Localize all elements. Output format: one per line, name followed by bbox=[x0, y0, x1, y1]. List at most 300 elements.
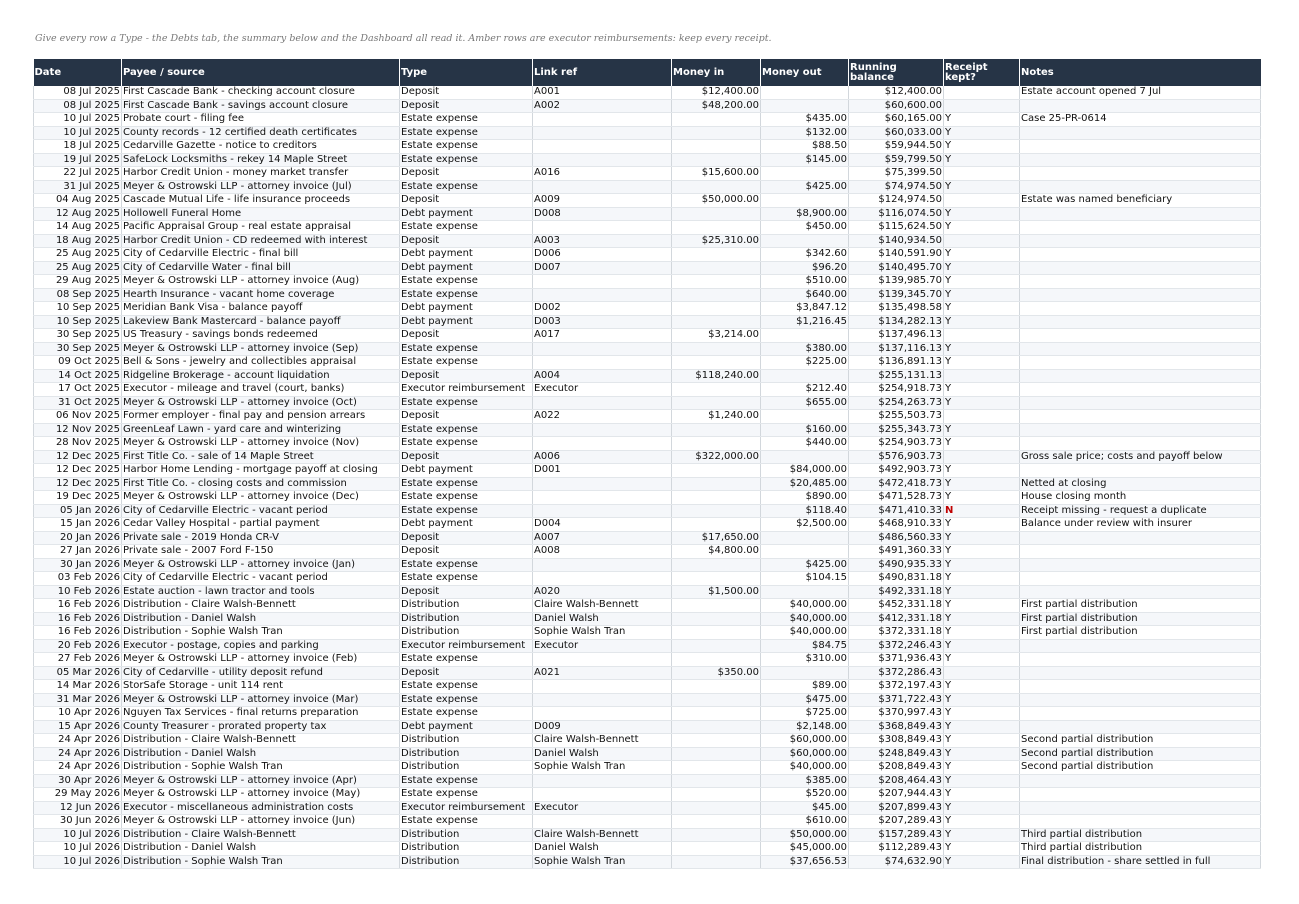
cell-receipt-kept[interactable]: Y bbox=[944, 801, 1020, 815]
cell-money-in[interactable]: $50,000.00 bbox=[672, 194, 761, 208]
cell-payee[interactable]: Meyer & Ostrowski LLP - attorney invoice (Nov) bbox=[122, 437, 400, 451]
cell-type[interactable]: Deposit bbox=[400, 410, 533, 424]
cell-notes[interactable] bbox=[1020, 531, 1261, 545]
cell-money-in[interactable]: $1,500.00 bbox=[672, 585, 761, 599]
cell-receipt-kept[interactable]: Y bbox=[944, 288, 1020, 302]
cell-money-out[interactable]: $60,000.00 bbox=[761, 734, 849, 748]
cell-receipt-kept[interactable]: Y bbox=[944, 140, 1020, 154]
cell-running-balance[interactable]: $139,345.70 bbox=[849, 288, 944, 302]
cell-notes[interactable] bbox=[1020, 585, 1261, 599]
cell-notes[interactable] bbox=[1020, 572, 1261, 586]
cell-payee[interactable]: Distribution - Daniel Walsh bbox=[122, 842, 400, 856]
cell-link-ref[interactable] bbox=[533, 815, 672, 829]
cell-running-balance[interactable]: $368,849.43 bbox=[849, 720, 944, 734]
cell-notes[interactable] bbox=[1020, 383, 1261, 397]
cell-money-in[interactable]: $4,800.00 bbox=[672, 545, 761, 559]
table-row[interactable] bbox=[34, 599, 1261, 613]
cell-money-out[interactable]: $225.00 bbox=[761, 356, 849, 370]
cell-type[interactable]: Estate expense bbox=[400, 693, 533, 707]
cell-money-in[interactable] bbox=[672, 504, 761, 518]
col-header-running-balance[interactable]: Running balance bbox=[849, 59, 944, 86]
table-row[interactable] bbox=[34, 828, 1261, 842]
cell-type[interactable]: Debt payment bbox=[400, 261, 533, 275]
cell-notes[interactable]: Second partial distribution bbox=[1020, 734, 1261, 748]
cell-running-balance[interactable]: $60,165.00 bbox=[849, 113, 944, 127]
cell-type[interactable]: Debt payment bbox=[400, 720, 533, 734]
cell-notes[interactable] bbox=[1020, 342, 1261, 356]
cell-receipt-kept[interactable]: Y bbox=[944, 315, 1020, 329]
cell-running-balance[interactable]: $492,331.18 bbox=[849, 585, 944, 599]
cell-type[interactable]: Estate expense bbox=[400, 774, 533, 788]
cell-money-in[interactable] bbox=[672, 261, 761, 275]
cell-date[interactable]: 31 Jul 2025 bbox=[34, 180, 122, 194]
cell-money-in[interactable] bbox=[672, 315, 761, 329]
cell-date[interactable]: 12 Aug 2025 bbox=[34, 207, 122, 221]
cell-payee[interactable]: Executor - postage, copies and parking bbox=[122, 639, 400, 653]
cell-running-balance[interactable]: $471,528.73 bbox=[849, 491, 944, 505]
cell-date[interactable]: 24 Apr 2026 bbox=[34, 761, 122, 775]
cell-link-ref[interactable]: A022 bbox=[533, 410, 672, 424]
cell-link-ref[interactable]: Daniel Walsh bbox=[533, 747, 672, 761]
cell-receipt-kept[interactable]: Y bbox=[944, 464, 1020, 478]
table-row[interactable] bbox=[34, 180, 1261, 194]
cell-type[interactable]: Distribution bbox=[400, 855, 533, 869]
cell-running-balance[interactable]: $248,849.43 bbox=[849, 747, 944, 761]
cell-link-ref[interactable]: D006 bbox=[533, 248, 672, 262]
cell-link-ref[interactable] bbox=[533, 180, 672, 194]
cell-receipt-kept[interactable]: N bbox=[944, 504, 1020, 518]
cell-link-ref[interactable] bbox=[533, 126, 672, 140]
cell-notes[interactable] bbox=[1020, 410, 1261, 424]
cell-receipt-kept[interactable] bbox=[944, 666, 1020, 680]
table-row[interactable] bbox=[34, 167, 1261, 181]
cell-date[interactable]: 31 Oct 2025 bbox=[34, 396, 122, 410]
cell-type[interactable]: Distribution bbox=[400, 761, 533, 775]
cell-notes[interactable] bbox=[1020, 140, 1261, 154]
cell-receipt-kept[interactable] bbox=[944, 99, 1020, 113]
cell-link-ref[interactable]: A001 bbox=[533, 86, 672, 99]
cell-receipt-kept[interactable]: Y bbox=[944, 747, 1020, 761]
cell-receipt-kept[interactable]: Y bbox=[944, 261, 1020, 275]
cell-receipt-kept[interactable] bbox=[944, 86, 1020, 99]
cell-receipt-kept[interactable]: Y bbox=[944, 788, 1020, 802]
cell-payee[interactable]: First Cascade Bank - checking account closure bbox=[122, 86, 400, 99]
cell-payee[interactable]: First Title Co. - closing costs and commission bbox=[122, 477, 400, 491]
cell-money-in[interactable]: $3,214.00 bbox=[672, 329, 761, 343]
cell-date[interactable]: 10 Feb 2026 bbox=[34, 585, 122, 599]
cell-type[interactable]: Deposit bbox=[400, 369, 533, 383]
cell-running-balance[interactable]: $116,074.50 bbox=[849, 207, 944, 221]
cell-running-balance[interactable]: $208,849.43 bbox=[849, 761, 944, 775]
cell-type[interactable]: Estate expense bbox=[400, 815, 533, 829]
cell-running-balance[interactable]: $452,331.18 bbox=[849, 599, 944, 613]
table-row[interactable] bbox=[34, 855, 1261, 869]
table-row[interactable] bbox=[34, 248, 1261, 262]
cell-link-ref[interactable]: A006 bbox=[533, 450, 672, 464]
table-row[interactable] bbox=[34, 383, 1261, 397]
cell-money-in[interactable] bbox=[672, 437, 761, 451]
table-row[interactable] bbox=[34, 518, 1261, 532]
cell-running-balance[interactable]: $372,286.43 bbox=[849, 666, 944, 680]
cell-notes[interactable] bbox=[1020, 248, 1261, 262]
cell-date[interactable]: 30 Sep 2025 bbox=[34, 329, 122, 343]
cell-running-balance[interactable]: $255,343.73 bbox=[849, 423, 944, 437]
col-header-type[interactable]: Type bbox=[400, 59, 533, 86]
table-row[interactable] bbox=[34, 234, 1261, 248]
cell-type[interactable]: Distribution bbox=[400, 612, 533, 626]
cell-money-out[interactable] bbox=[761, 99, 849, 113]
cell-type[interactable]: Estate expense bbox=[400, 126, 533, 140]
cell-date[interactable]: 14 Oct 2025 bbox=[34, 369, 122, 383]
cell-date[interactable]: 04 Aug 2025 bbox=[34, 194, 122, 208]
cell-money-out[interactable]: $380.00 bbox=[761, 342, 849, 356]
table-row[interactable] bbox=[34, 693, 1261, 707]
cell-running-balance[interactable]: $576,903.73 bbox=[849, 450, 944, 464]
cell-payee[interactable]: Harbor Credit Union - money market transfer bbox=[122, 167, 400, 181]
cell-notes[interactable] bbox=[1020, 221, 1261, 235]
cell-date[interactable]: 03 Feb 2026 bbox=[34, 572, 122, 586]
cell-money-in[interactable] bbox=[672, 720, 761, 734]
cell-type[interactable]: Executor reimbursement bbox=[400, 383, 533, 397]
cell-money-in[interactable] bbox=[672, 288, 761, 302]
cell-notes[interactable] bbox=[1020, 275, 1261, 289]
cell-link-ref[interactable]: A016 bbox=[533, 167, 672, 181]
cell-money-in[interactable] bbox=[672, 518, 761, 532]
cell-link-ref[interactable] bbox=[533, 491, 672, 505]
cell-link-ref[interactable]: Executor bbox=[533, 639, 672, 653]
cell-running-balance[interactable]: $472,418.73 bbox=[849, 477, 944, 491]
cell-money-out[interactable]: $610.00 bbox=[761, 815, 849, 829]
table-row[interactable] bbox=[34, 572, 1261, 586]
cell-receipt-kept[interactable]: Y bbox=[944, 653, 1020, 667]
cell-type[interactable]: Executor reimbursement bbox=[400, 639, 533, 653]
cell-link-ref[interactable]: Sophie Walsh Tran bbox=[533, 626, 672, 640]
cell-receipt-kept[interactable]: Y bbox=[944, 545, 1020, 559]
cell-date[interactable]: 10 Sep 2025 bbox=[34, 315, 122, 329]
table-row[interactable] bbox=[34, 140, 1261, 154]
cell-payee[interactable]: Executor - miscellaneous administration costs bbox=[122, 801, 400, 815]
cell-link-ref[interactable]: D009 bbox=[533, 720, 672, 734]
cell-money-out[interactable]: $40,000.00 bbox=[761, 612, 849, 626]
cell-notes[interactable] bbox=[1020, 207, 1261, 221]
cell-type[interactable]: Distribution bbox=[400, 734, 533, 748]
cell-running-balance[interactable]: $254,918.73 bbox=[849, 383, 944, 397]
cell-type[interactable]: Estate expense bbox=[400, 680, 533, 694]
cell-date[interactable]: 14 Mar 2026 bbox=[34, 680, 122, 694]
table-row[interactable] bbox=[34, 639, 1261, 653]
cell-payee[interactable]: Pacific Appraisal Group - real estate appraisal bbox=[122, 221, 400, 235]
cell-notes[interactable] bbox=[1020, 261, 1261, 275]
cell-type[interactable]: Estate expense bbox=[400, 558, 533, 572]
cell-money-out[interactable]: $45.00 bbox=[761, 801, 849, 815]
cell-link-ref[interactable] bbox=[533, 113, 672, 127]
cell-type[interactable]: Estate expense bbox=[400, 342, 533, 356]
cell-date[interactable]: 25 Aug 2025 bbox=[34, 248, 122, 262]
cell-money-in[interactable] bbox=[672, 113, 761, 127]
cell-notes[interactable]: Case 25-PR-0614 bbox=[1020, 113, 1261, 127]
cell-payee[interactable]: Bell & Sons - jewelry and collectibles appraisal bbox=[122, 356, 400, 370]
cell-money-out[interactable]: $3,847.12 bbox=[761, 302, 849, 316]
cell-type[interactable]: Estate expense bbox=[400, 275, 533, 289]
cell-date[interactable]: 08 Jul 2025 bbox=[34, 86, 122, 99]
cell-date[interactable]: 20 Jan 2026 bbox=[34, 531, 122, 545]
table-row[interactable] bbox=[34, 437, 1261, 451]
cell-running-balance[interactable]: $140,591.90 bbox=[849, 248, 944, 262]
cell-money-out[interactable] bbox=[761, 410, 849, 424]
cell-money-out[interactable]: $160.00 bbox=[761, 423, 849, 437]
cell-money-in[interactable] bbox=[672, 774, 761, 788]
cell-type[interactable]: Estate expense bbox=[400, 221, 533, 235]
cell-date[interactable]: 15 Apr 2026 bbox=[34, 720, 122, 734]
cell-date[interactable]: 30 Sep 2025 bbox=[34, 342, 122, 356]
cell-type[interactable]: Deposit bbox=[400, 545, 533, 559]
cell-date[interactable]: 18 Aug 2025 bbox=[34, 234, 122, 248]
cell-payee[interactable]: County records - 12 certified death certificates bbox=[122, 126, 400, 140]
cell-running-balance[interactable]: $60,600.00 bbox=[849, 99, 944, 113]
cell-type[interactable]: Deposit bbox=[400, 99, 533, 113]
cell-type[interactable]: Distribution bbox=[400, 747, 533, 761]
cell-date[interactable]: 05 Mar 2026 bbox=[34, 666, 122, 680]
cell-money-out[interactable]: $2,148.00 bbox=[761, 720, 849, 734]
cell-money-in[interactable] bbox=[672, 140, 761, 154]
cell-running-balance[interactable]: $157,289.43 bbox=[849, 828, 944, 842]
cell-type[interactable]: Deposit bbox=[400, 531, 533, 545]
cell-payee[interactable]: Meyer & Ostrowski LLP - attorney invoice (Jun) bbox=[122, 815, 400, 829]
cell-money-in[interactable] bbox=[672, 248, 761, 262]
cell-link-ref[interactable]: Claire Walsh-Bennett bbox=[533, 599, 672, 613]
cell-money-in[interactable] bbox=[672, 626, 761, 640]
cell-running-balance[interactable]: $136,891.13 bbox=[849, 356, 944, 370]
cell-type[interactable]: Debt payment bbox=[400, 315, 533, 329]
cell-money-in[interactable]: $17,650.00 bbox=[672, 531, 761, 545]
cell-receipt-kept[interactable]: Y bbox=[944, 383, 1020, 397]
table-row[interactable] bbox=[34, 86, 1261, 99]
cell-money-in[interactable] bbox=[672, 828, 761, 842]
cell-running-balance[interactable]: $490,831.18 bbox=[849, 572, 944, 586]
cell-notes[interactable]: Netted at closing bbox=[1020, 477, 1261, 491]
cell-link-ref[interactable] bbox=[533, 275, 672, 289]
cell-link-ref[interactable] bbox=[533, 342, 672, 356]
cell-notes[interactable]: Estate was named beneficiary bbox=[1020, 194, 1261, 208]
cell-receipt-kept[interactable]: Y bbox=[944, 531, 1020, 545]
cell-link-ref[interactable]: Executor bbox=[533, 801, 672, 815]
cell-date[interactable]: 24 Apr 2026 bbox=[34, 747, 122, 761]
cell-money-out[interactable]: $132.00 bbox=[761, 126, 849, 140]
cell-type[interactable]: Deposit bbox=[400, 329, 533, 343]
cell-date[interactable]: 10 Jul 2026 bbox=[34, 855, 122, 869]
cell-receipt-kept[interactable]: Y bbox=[944, 477, 1020, 491]
cell-money-out[interactable]: $890.00 bbox=[761, 491, 849, 505]
cell-link-ref[interactable]: A008 bbox=[533, 545, 672, 559]
cell-money-out[interactable]: $385.00 bbox=[761, 774, 849, 788]
cell-link-ref[interactable] bbox=[533, 221, 672, 235]
cell-running-balance[interactable]: $255,503.73 bbox=[849, 410, 944, 424]
cell-payee[interactable]: Cascade Mutual Life - life insurance proceeds bbox=[122, 194, 400, 208]
cell-date[interactable]: 22 Jul 2025 bbox=[34, 167, 122, 181]
cell-link-ref[interactable]: D002 bbox=[533, 302, 672, 316]
cell-payee[interactable]: City of Cedarville - utility deposit refund bbox=[122, 666, 400, 680]
cell-notes[interactable] bbox=[1020, 788, 1261, 802]
cell-receipt-kept[interactable]: Y bbox=[944, 180, 1020, 194]
cell-payee[interactable]: Distribution - Sophie Walsh Tran bbox=[122, 761, 400, 775]
cell-money-out[interactable]: $520.00 bbox=[761, 788, 849, 802]
cell-payee[interactable]: Harbor Credit Union - CD redeemed with interest bbox=[122, 234, 400, 248]
cell-payee[interactable]: Lakeview Bank Mastercard - balance payoff bbox=[122, 315, 400, 329]
cell-link-ref[interactable]: D001 bbox=[533, 464, 672, 478]
cell-link-ref[interactable] bbox=[533, 153, 672, 167]
cell-date[interactable]: 10 Apr 2026 bbox=[34, 707, 122, 721]
cell-date[interactable]: 29 May 2026 bbox=[34, 788, 122, 802]
cell-receipt-kept[interactable]: Y bbox=[944, 680, 1020, 694]
cell-date[interactable]: 10 Jul 2025 bbox=[34, 113, 122, 127]
cell-link-ref[interactable]: A017 bbox=[533, 329, 672, 343]
col-header-money-in[interactable]: Money in bbox=[672, 59, 761, 86]
cell-receipt-kept[interactable]: Y bbox=[944, 248, 1020, 262]
cell-link-ref[interactable]: Claire Walsh-Bennett bbox=[533, 828, 672, 842]
cell-link-ref[interactable]: D003 bbox=[533, 315, 672, 329]
cell-money-out[interactable]: $425.00 bbox=[761, 558, 849, 572]
cell-type[interactable]: Deposit bbox=[400, 450, 533, 464]
cell-receipt-kept[interactable]: Y bbox=[944, 275, 1020, 289]
cell-receipt-kept[interactable]: Y bbox=[944, 734, 1020, 748]
cell-date[interactable]: 12 Dec 2025 bbox=[34, 477, 122, 491]
cell-type[interactable]: Distribution bbox=[400, 842, 533, 856]
table-row[interactable] bbox=[34, 275, 1261, 289]
cell-money-in[interactable] bbox=[672, 221, 761, 235]
table-row[interactable] bbox=[34, 221, 1261, 235]
cell-notes[interactable]: Estate account opened 7 Jul bbox=[1020, 86, 1261, 99]
cell-money-out[interactable]: $37,656.53 bbox=[761, 855, 849, 869]
cell-link-ref[interactable]: Sophie Walsh Tran bbox=[533, 761, 672, 775]
cell-receipt-kept[interactable]: Y bbox=[944, 437, 1020, 451]
cell-receipt-kept[interactable] bbox=[944, 167, 1020, 181]
table-row[interactable] bbox=[34, 410, 1261, 424]
cell-payee[interactable]: US Treasury - savings bonds redeemed bbox=[122, 329, 400, 343]
cell-running-balance[interactable]: $75,399.50 bbox=[849, 167, 944, 181]
cell-running-balance[interactable]: $372,197.43 bbox=[849, 680, 944, 694]
cell-money-out[interactable]: $84,000.00 bbox=[761, 464, 849, 478]
cell-receipt-kept[interactable]: Y bbox=[944, 342, 1020, 356]
cell-type[interactable]: Estate expense bbox=[400, 707, 533, 721]
table-row[interactable] bbox=[34, 315, 1261, 329]
cell-notes[interactable] bbox=[1020, 329, 1261, 343]
cell-money-in[interactable]: $322,000.00 bbox=[672, 450, 761, 464]
cell-receipt-kept[interactable]: Y bbox=[944, 356, 1020, 370]
table-row[interactable] bbox=[34, 396, 1261, 410]
cell-money-in[interactable]: $15,600.00 bbox=[672, 167, 761, 181]
table-row[interactable] bbox=[34, 423, 1261, 437]
cell-date[interactable]: 30 Jun 2026 bbox=[34, 815, 122, 829]
cell-money-out[interactable]: $104.15 bbox=[761, 572, 849, 586]
cell-notes[interactable]: Third partial distribution bbox=[1020, 828, 1261, 842]
cell-receipt-kept[interactable]: Y bbox=[944, 518, 1020, 532]
table-row[interactable] bbox=[34, 788, 1261, 802]
cell-money-in[interactable]: $1,240.00 bbox=[672, 410, 761, 424]
cell-link-ref[interactable]: Claire Walsh-Bennett bbox=[533, 734, 672, 748]
cell-money-in[interactable] bbox=[672, 572, 761, 586]
table-row[interactable] bbox=[34, 680, 1261, 694]
col-header-money-out[interactable]: Money out bbox=[761, 59, 849, 86]
cell-link-ref[interactable] bbox=[533, 788, 672, 802]
cell-link-ref[interactable] bbox=[533, 504, 672, 518]
cell-notes[interactable] bbox=[1020, 369, 1261, 383]
cell-money-in[interactable]: $12,400.00 bbox=[672, 86, 761, 99]
cell-money-out[interactable] bbox=[761, 329, 849, 343]
cell-link-ref[interactable]: A007 bbox=[533, 531, 672, 545]
cell-money-out[interactable]: $50,000.00 bbox=[761, 828, 849, 842]
cell-notes[interactable] bbox=[1020, 558, 1261, 572]
cell-money-in[interactable] bbox=[672, 275, 761, 289]
cell-money-out[interactable]: $425.00 bbox=[761, 180, 849, 194]
cell-date[interactable]: 16 Feb 2026 bbox=[34, 599, 122, 613]
cell-money-out[interactable]: $342.60 bbox=[761, 248, 849, 262]
table-row[interactable] bbox=[34, 815, 1261, 829]
cell-money-in[interactable] bbox=[672, 680, 761, 694]
cell-payee[interactable]: GreenLeaf Lawn - yard care and winterizing bbox=[122, 423, 400, 437]
cell-date[interactable]: 10 Jul 2025 bbox=[34, 126, 122, 140]
table-row[interactable] bbox=[34, 626, 1261, 640]
cell-payee[interactable]: Distribution - Sophie Walsh Tran bbox=[122, 855, 400, 869]
cell-receipt-kept[interactable] bbox=[944, 234, 1020, 248]
cell-receipt-kept[interactable]: Y bbox=[944, 302, 1020, 316]
cell-payee[interactable]: Meyer & Ostrowski LLP - attorney invoice (Aug) bbox=[122, 275, 400, 289]
cell-money-out[interactable]: $475.00 bbox=[761, 693, 849, 707]
cell-payee[interactable]: Hollowell Funeral Home bbox=[122, 207, 400, 221]
cell-receipt-kept[interactable]: Y bbox=[944, 153, 1020, 167]
cell-link-ref[interactable] bbox=[533, 356, 672, 370]
col-header-notes[interactable]: Notes bbox=[1020, 59, 1261, 86]
cell-notes[interactable] bbox=[1020, 180, 1261, 194]
cell-money-in[interactable] bbox=[672, 599, 761, 613]
cell-link-ref[interactable] bbox=[533, 437, 672, 451]
cell-running-balance[interactable]: $12,400.00 bbox=[849, 86, 944, 99]
cell-date[interactable]: 24 Apr 2026 bbox=[34, 734, 122, 748]
cell-type[interactable]: Estate expense bbox=[400, 788, 533, 802]
cell-payee[interactable]: Probate court - filing fee bbox=[122, 113, 400, 127]
cell-money-out[interactable]: $640.00 bbox=[761, 288, 849, 302]
cell-notes[interactable] bbox=[1020, 288, 1261, 302]
cell-money-out[interactable]: $440.00 bbox=[761, 437, 849, 451]
cell-running-balance[interactable]: $112,289.43 bbox=[849, 842, 944, 856]
col-header-link-ref[interactable]: Link ref bbox=[533, 59, 672, 86]
cell-date[interactable]: 20 Feb 2026 bbox=[34, 639, 122, 653]
cell-payee[interactable]: Meyer & Ostrowski LLP - attorney invoice (May) bbox=[122, 788, 400, 802]
table-row[interactable] bbox=[34, 558, 1261, 572]
cell-money-out[interactable] bbox=[761, 369, 849, 383]
cell-running-balance[interactable]: $137,116.13 bbox=[849, 342, 944, 356]
cell-link-ref[interactable] bbox=[533, 653, 672, 667]
cell-date[interactable]: 08 Jul 2025 bbox=[34, 99, 122, 113]
cell-money-in[interactable] bbox=[672, 558, 761, 572]
cell-money-in[interactable]: $118,240.00 bbox=[672, 369, 761, 383]
cell-money-in[interactable] bbox=[672, 464, 761, 478]
cell-type[interactable]: Estate expense bbox=[400, 423, 533, 437]
cell-running-balance[interactable]: $468,910.33 bbox=[849, 518, 944, 532]
cell-money-out[interactable]: $45,000.00 bbox=[761, 842, 849, 856]
cell-payee[interactable]: Nguyen Tax Services - final returns preparation bbox=[122, 707, 400, 721]
cell-notes[interactable] bbox=[1020, 801, 1261, 815]
cell-type[interactable]: Estate expense bbox=[400, 113, 533, 127]
cell-running-balance[interactable]: $491,360.33 bbox=[849, 545, 944, 559]
cell-receipt-kept[interactable]: Y bbox=[944, 626, 1020, 640]
cell-money-in[interactable] bbox=[672, 383, 761, 397]
cell-notes[interactable] bbox=[1020, 234, 1261, 248]
cell-running-balance[interactable]: $124,974.50 bbox=[849, 194, 944, 208]
cell-notes[interactable] bbox=[1020, 437, 1261, 451]
cell-money-out[interactable]: $145.00 bbox=[761, 153, 849, 167]
cell-money-out[interactable]: $40,000.00 bbox=[761, 599, 849, 613]
cell-date[interactable]: 28 Nov 2025 bbox=[34, 437, 122, 451]
